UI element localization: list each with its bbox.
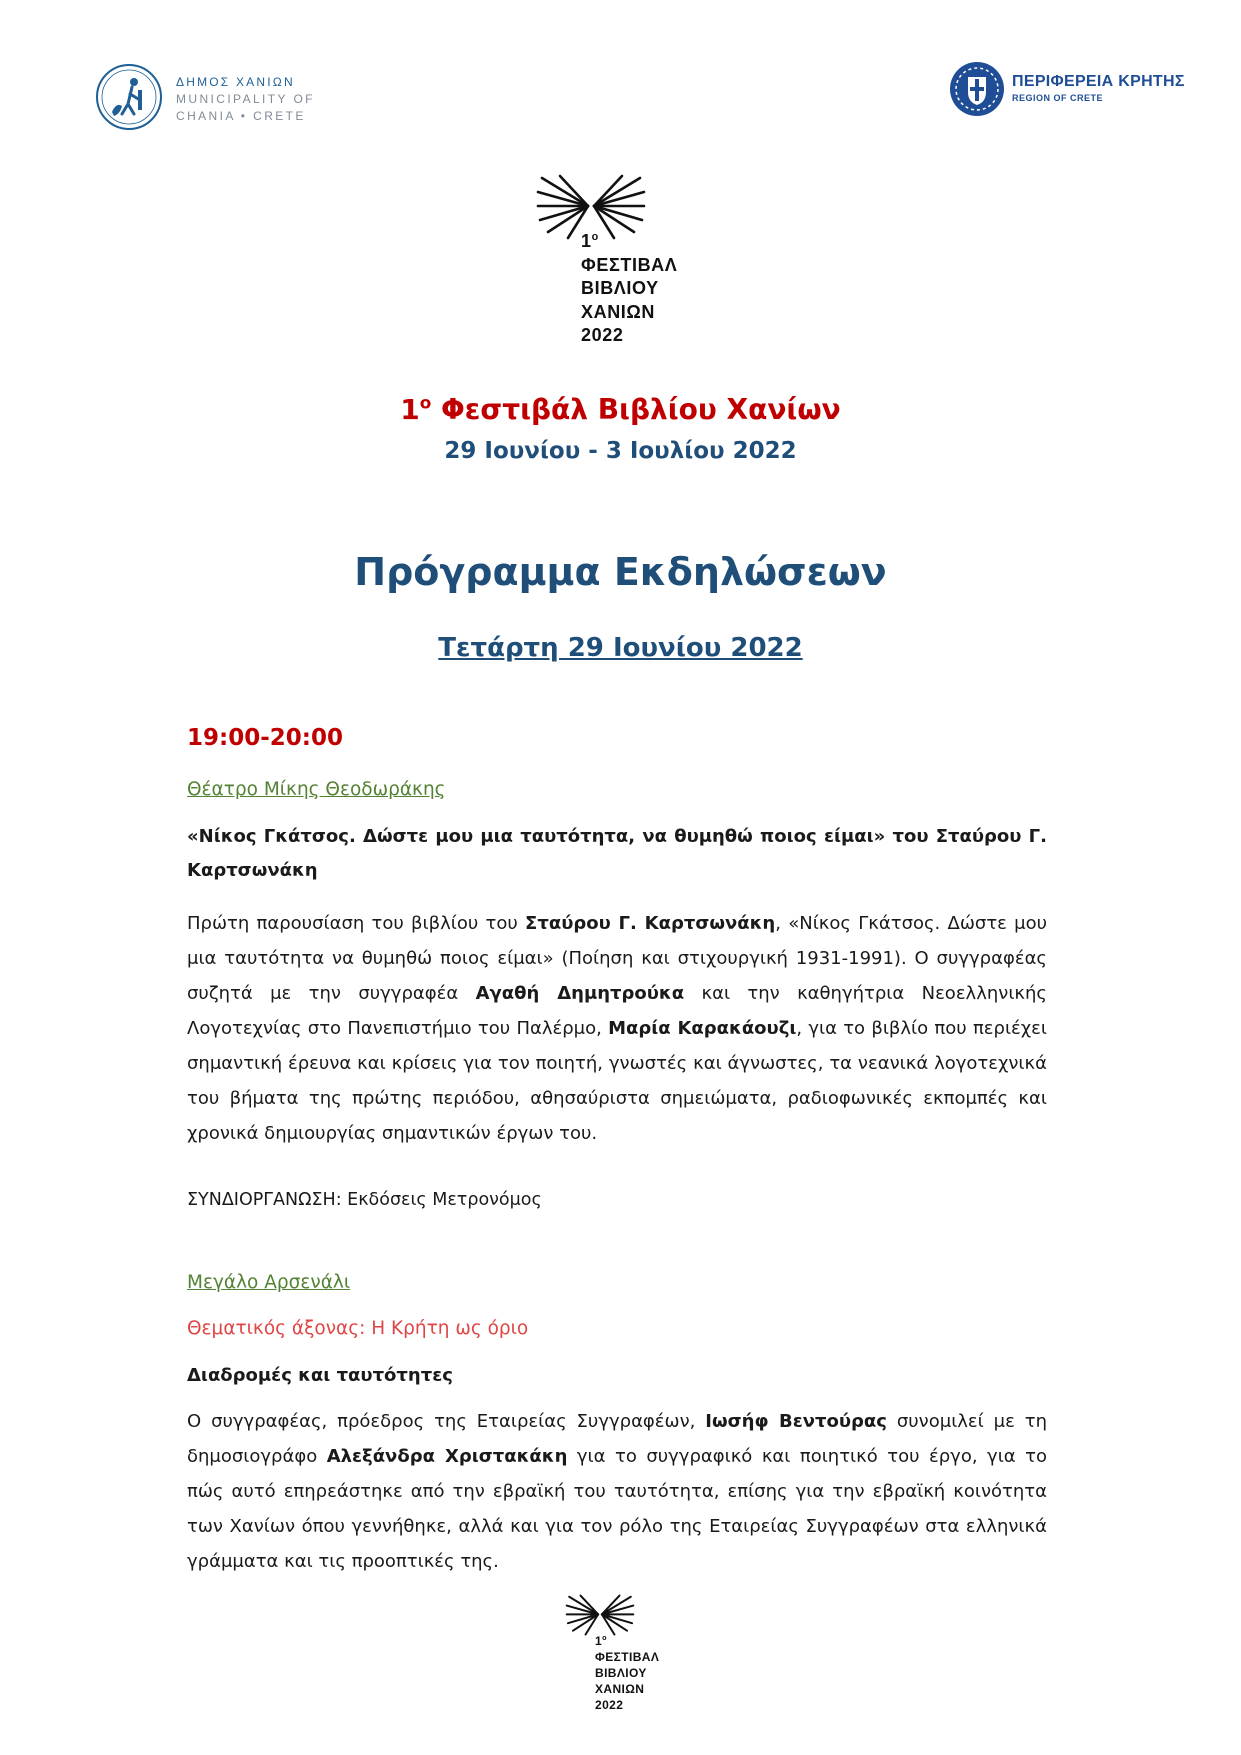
municipality-name: ΔΗΜΟΣ ΧΑΝΙΩΝ [176, 75, 295, 89]
event2-venue: Μεγάλο Αρσενάλι [187, 1272, 351, 1293]
region-logo [948, 60, 1185, 122]
festival-rays-icon [565, 1593, 635, 1637]
footer-logo-number: $1^o$ [595, 1633, 607, 1648]
festival-logo-line3: ΧΑΝΙΩΝ [581, 301, 656, 322]
day-heading: Τετάρτη 29 Ιουνίου 2022 [438, 633, 803, 663]
festival-dates: 29 Ιουνίου - 3 Ιουλίου 2022 [444, 438, 797, 464]
event1-venue: Θέατρο Μίκης Θεοδωράκης [187, 779, 446, 800]
municipality-seal-icon [94, 62, 164, 132]
footer-logo-line4: 2022 [595, 1698, 624, 1712]
region-emblem-icon [948, 60, 1006, 118]
festival-logo-line4: 2022 [581, 325, 624, 345]
program-heading: Πρόγραμμα Εκδηλώσεων [354, 550, 887, 594]
event2-description: Ο συγγραφέας, πρόεδρος της Εταιρείας Συγγραφέων, Ιωσήφ Βεντούρας συνομιλεί με τη δημοσιογράφο Αλεξάνδρα Χριστακάκη για το συγγραφικό και ποιητικό του έργο, για το πώς αυτό επηρεάστηκε από την εβραϊκή του ταυτότητα, επίσης για την εβραϊκή κοινότητα των Χανίων όπου γεννήθηκε, αλλά και για τον ρόλο της Εταιρείας Συγγραφέων στα ελληνικά γράμματα και τις προοπτικές της. [187, 1411, 1047, 1572]
event2-title: Διαδρομές και ταυτότητες [187, 1365, 453, 1386]
event2-theme: Θεματικός άξονας: Η Κρήτη ως όριο [187, 1318, 529, 1339]
municipality-location: CHANIA • CRETE [176, 109, 306, 123]
footer-festival-logo [565, 1593, 675, 1723]
event1-title: «Νίκος Γκάτσος. Δώστε μου μια ταυτότητα, να θυμηθώ ποιος είμαι» του Σταύρου Γ. Καρτσωνάκη [187, 826, 1047, 881]
municipality-logo [94, 60, 314, 130]
festival-logo-number: $1^o$ [581, 231, 599, 251]
footer-logo-line2: ΒΙΒΛΙΟΥ [595, 1666, 647, 1680]
event1-organizer: ΣΥΝΔΙΟΡΓΑΝΩΣΗ: Εκδόσεις Μετρονόμος [187, 1190, 542, 1210]
festival-title: $1^o$ Φεστιβάλ Βιβλίου Χανίων [400, 392, 841, 426]
festival-logo [536, 172, 716, 362]
municipality-name-en: MUNICIPALITY OF [176, 92, 315, 106]
festival-logo-line1: ΦΕΣΤΙΒΑΛ [581, 254, 678, 275]
festival-logo-line2: ΒΙΒΛΙΟΥ [581, 278, 659, 298]
footer-logo-line3: ΧΑΝΙΩΝ [595, 1682, 645, 1696]
region-name-en: REGION OF CRETE [1012, 93, 1104, 103]
time-slot: 19:00-20:00 [187, 725, 343, 751]
footer-logo-line1: ΦΕΣΤΙΒΑΛ [595, 1650, 660, 1664]
event1-description: Πρώτη παρουσίαση του βιβλίου του Σταύρου Γ. Καρτσωνάκη, «Νίκος Γκάτσος. Δώστε μου μια ταυτότητα να θυμηθώ ποιος είμαι» (Ποίηση και στιχουργική 1931-1991). Ο συγγραφέας συζητά με την συγγραφέα Αγαθή Δημητρούκα και την καθηγήτρια Νεοελληνικής Λογοτεχνίας στο Πανεπιστήμιο του Παλέρμο, Μαρία Καρακάουζι, για το βιβλίο που περιέχει σημαντική έρευνα και κρίσεις για τον ποιητή, γνωστές και άγνωστες, τα νεανικά λογοτεχνικά του βήματα της πρώτης περιόδου, αθησαύριστα σημειώματα, ραδιοφωνικές εκπομπές και χρονικά δημιουργίας σημαντικών έργων του. [187, 913, 1048, 1144]
region-name: ΠΕΡΙΦΕΡΕΙΑ ΚΡΗΤΗΣ [1012, 73, 1185, 90]
